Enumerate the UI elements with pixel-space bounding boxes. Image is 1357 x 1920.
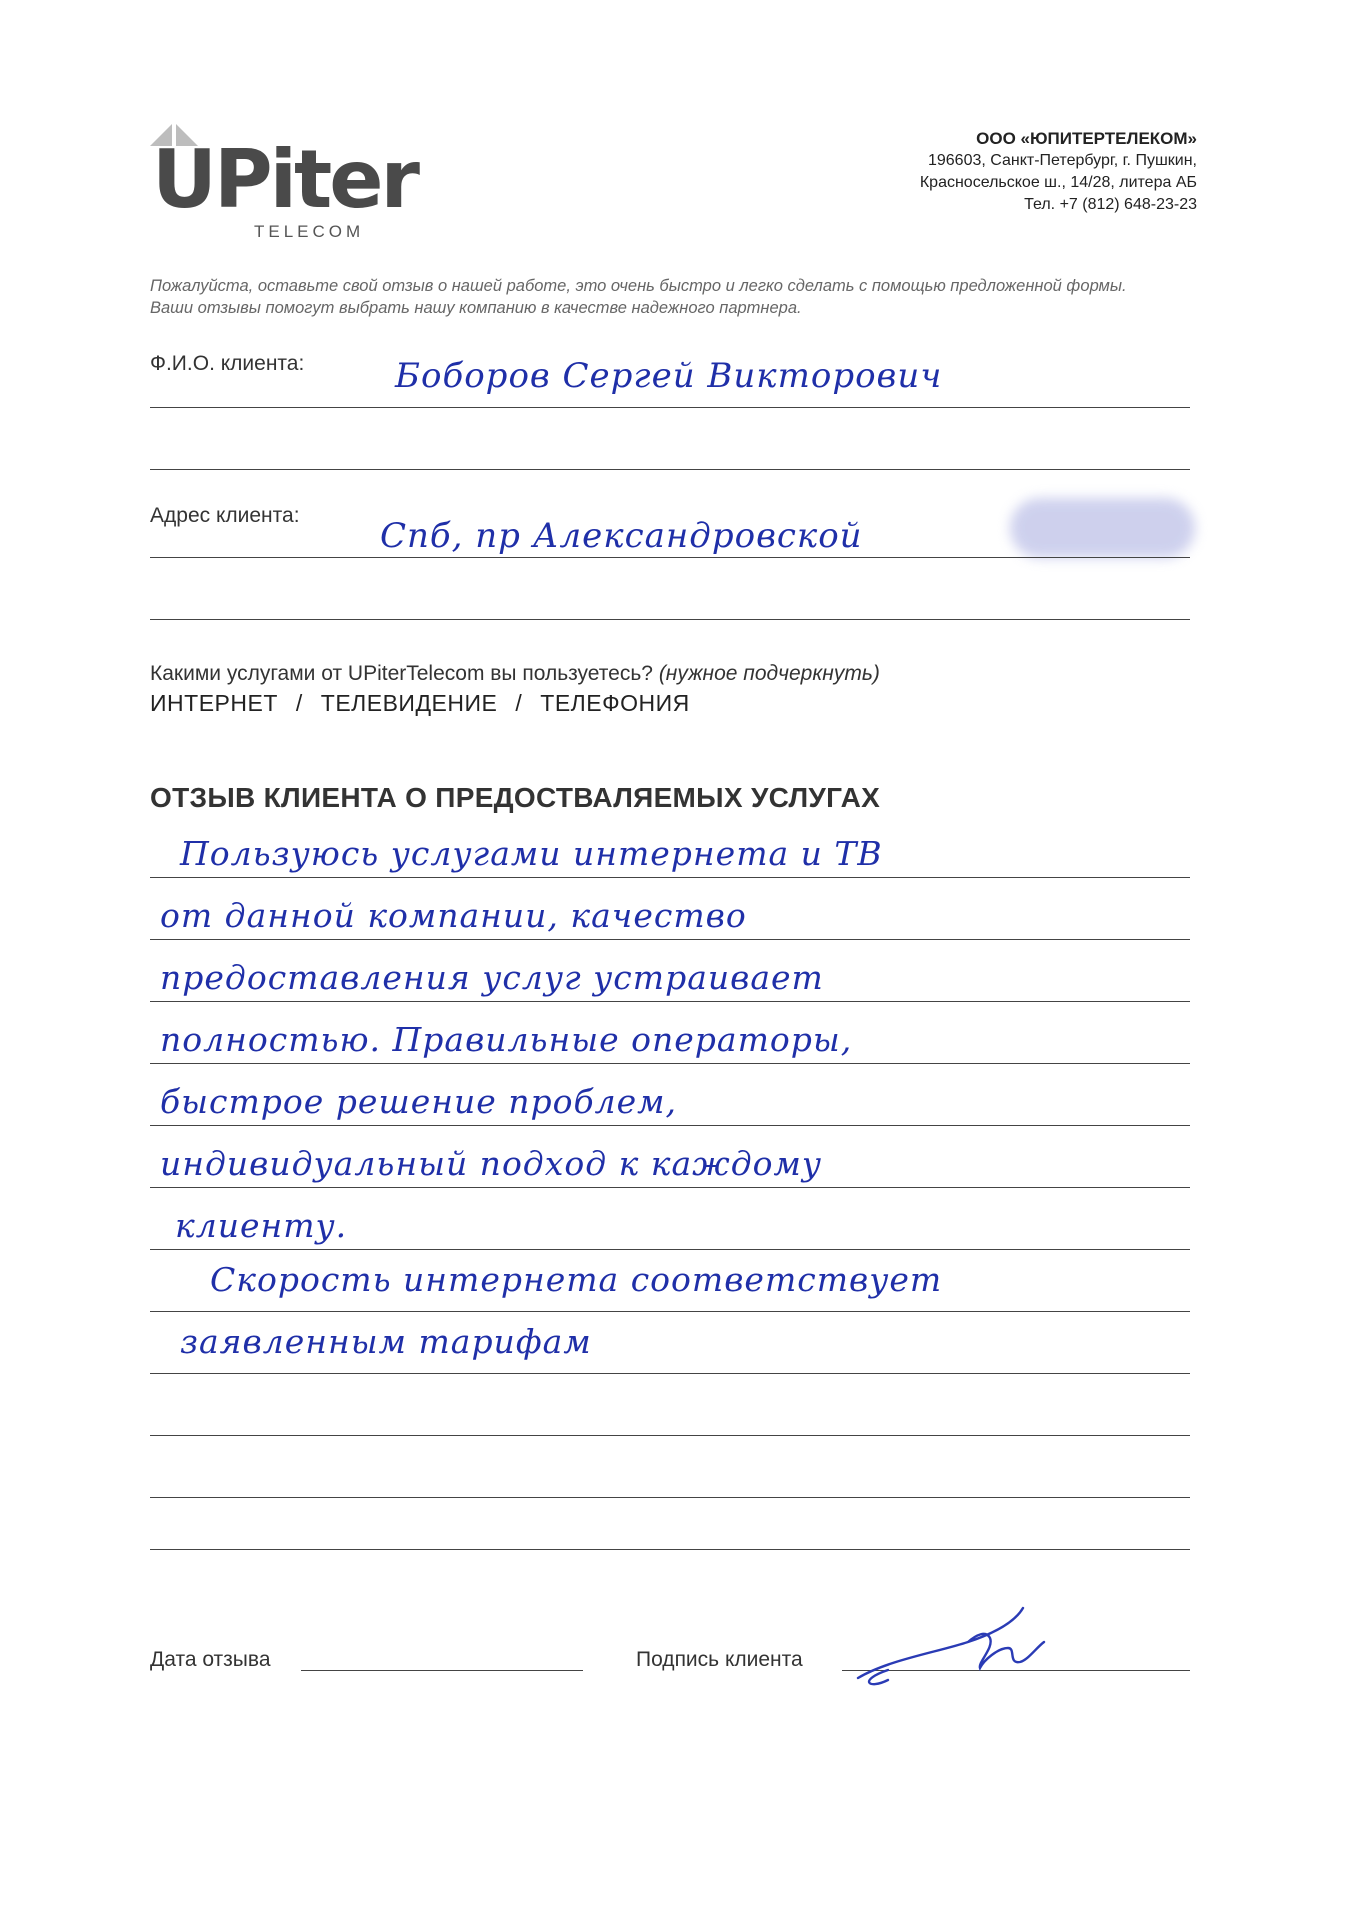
services-separator: / xyxy=(515,690,523,716)
review-line: клиенту. xyxy=(175,1206,348,1245)
address-handwritten: Спб, пр Александровской xyxy=(380,516,863,556)
review-line: предоставления услуг устраивает xyxy=(160,958,824,997)
logo-subtitle: TELECOM xyxy=(254,222,365,241)
signature-image xyxy=(848,1590,1068,1700)
review-rule xyxy=(150,1435,1190,1436)
review-rule xyxy=(150,1187,1190,1188)
review-rule xyxy=(150,1063,1190,1064)
review-rule xyxy=(150,939,1190,940)
service-internet: ИНТЕРНЕТ xyxy=(150,690,278,716)
name-line-1 xyxy=(150,407,1190,408)
review-line: полностью. Правильные операторы, xyxy=(160,1020,853,1059)
intro-text: Пожалуйста, оставьте свой отзыв о нашей работе, это очень быстро и легко сделать с помощью предложенной формы. Ваши отзывы помогут выбрать нашу компанию в качестве надежного партнера. xyxy=(150,277,1127,317)
review-line: быстрое решение проблем, xyxy=(160,1082,678,1121)
company-phone: Тел. +7 (812) 648-23-23 xyxy=(1024,196,1197,213)
review-line: заявленным тарифам xyxy=(180,1322,592,1361)
review-rule xyxy=(150,877,1190,878)
address-label: Адрес клиента: xyxy=(150,504,300,527)
company-address-line1: 196603, Санкт-Петербург, г. Пушкин, xyxy=(927,152,1197,169)
review-title: ОТЗЫВ КЛИЕНТА О ПРЕДОСТВАЛЯЕМЫХ УСЛУГАХ xyxy=(150,782,881,813)
services-options xyxy=(150,690,690,717)
company-details xyxy=(920,128,1197,216)
review-line: индивидуальный подход к каждому xyxy=(160,1144,822,1183)
address-line-2 xyxy=(150,619,1190,620)
review-rule xyxy=(150,1125,1190,1126)
services-separator: / xyxy=(295,690,303,716)
services-question xyxy=(150,662,880,686)
review-rule xyxy=(150,1311,1190,1312)
review-rule xyxy=(150,1373,1190,1374)
services-question-text: Какими услугами от UPiterTelecom вы пользуетесь? xyxy=(150,662,653,685)
date-line xyxy=(301,1670,583,1671)
address-line-1 xyxy=(150,557,1190,558)
review-line: Пользуюсь услугами интернета и ТВ xyxy=(180,834,883,873)
redacted-area xyxy=(1010,498,1195,558)
review-line: Скорость интернета соответствует xyxy=(210,1260,943,1299)
name-handwritten: Боборов Сергей Викторович xyxy=(395,356,943,396)
name-label: Ф.И.О. клиента: xyxy=(150,352,305,375)
services-hint: (нужное подчеркнуть) xyxy=(658,662,880,685)
logo-wordmark: UPiter xyxy=(152,133,417,226)
review-rule xyxy=(150,1001,1190,1002)
date-label: Дата отзыва xyxy=(150,1648,271,1671)
company-name: ООО «ЮПИТЕРТЕЛЕКОМ» xyxy=(976,129,1197,148)
review-rule xyxy=(150,1549,1190,1550)
service-phone: ТЕЛЕФОНИЯ xyxy=(540,690,690,716)
service-tv: ТЕЛЕВИДЕНИЕ xyxy=(320,690,498,716)
signature-label: Подпись клиента xyxy=(636,1648,803,1671)
company-address-line2: Красносельское ш., 14/28, литера АБ xyxy=(919,174,1197,191)
review-line: от данной компании, качество xyxy=(160,896,747,935)
name-line-2 xyxy=(150,469,1190,470)
review-rule xyxy=(150,1249,1190,1250)
review-rule xyxy=(150,1497,1190,1498)
